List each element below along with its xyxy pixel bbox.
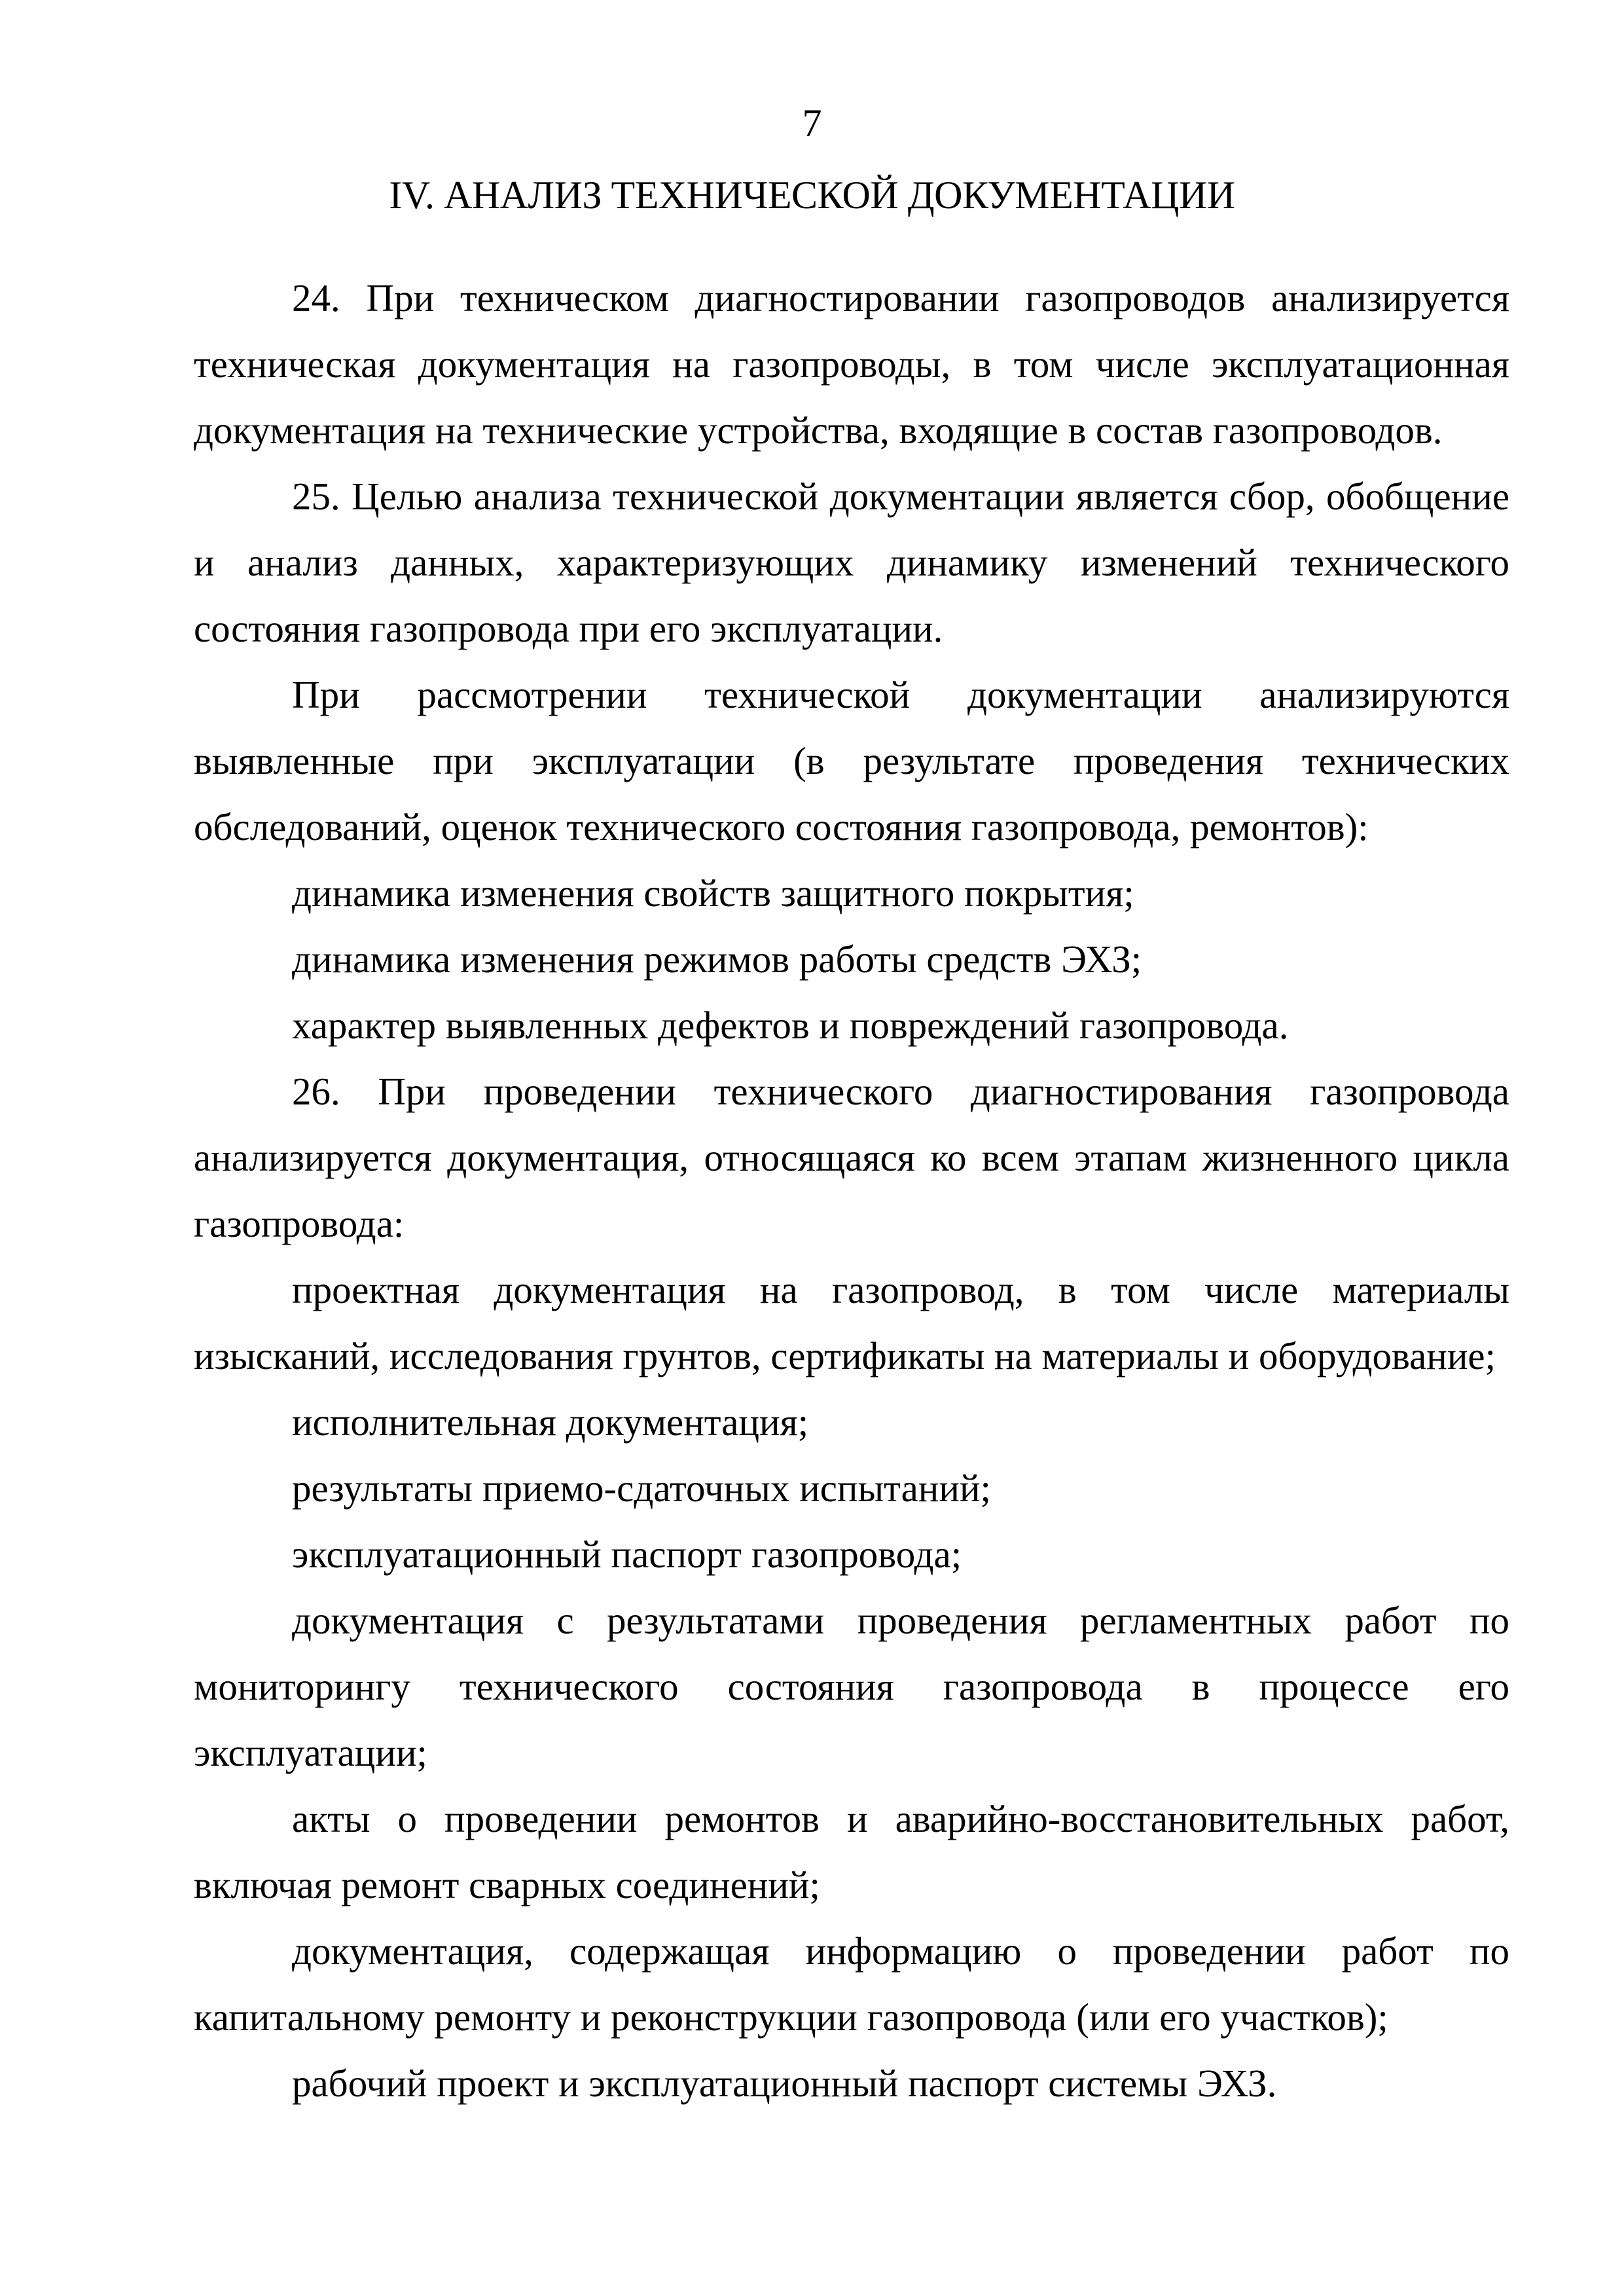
page-number: 7 — [802, 101, 822, 145]
paragraph-26: 26. При проведении технического диагностирования газопровода анализируется документация, относящаяся ко всем этапам жизненного цикла газопровода: — [194, 1070, 1509, 1245]
list-item: характер выявленных дефектов и повреждений газопровода. — [292, 1004, 1289, 1047]
document-body — [194, 265, 1509, 2117]
list-item: рабочий проект и эксплуатационный паспорт системы ЭХЗ. — [292, 2062, 1277, 2105]
list-item: динамика изменения режимов работы средств ЭХЗ; — [292, 938, 1142, 981]
paragraph-24: 24. При техническом диагностировании газопроводов анализируется техническая документация на газопроводы, в том числе эксплуатационная документация на технические устройства, входящие в состав газопроводов. — [194, 276, 1509, 452]
list-item: результаты приемо-сдаточных испытаний; — [292, 1467, 991, 1510]
list-item: документация с результатами проведения регламентных работ по мониторингу технического состояния газопровода в процессе его эксплуатации; — [194, 1599, 1509, 1774]
list-item: эксплуатационный паспорт газопровода; — [292, 1533, 962, 1576]
paragraph-analysis-intro: При рассмотрении технической документации анализируются выявленные при эксплуатации (в результате проведения технических обследований, оценок технического состояния газопровода, ремонтов): — [194, 673, 1509, 848]
list-item: проектная документация на газопровод, в том числе материалы изысканий, исследования грунтов, сертификаты на материалы и оборудование; — [194, 1268, 1509, 1377]
paragraph-25: 25. Целью анализа технической документации является сбор, обобщение и анализ данных, характеризующих динамику изменений технического состояния газопровода при его эксплуатации. — [194, 475, 1509, 650]
section-title: IV. АНАЛИЗ ТЕХНИЧЕСКОЙ ДОКУМЕНТАЦИИ — [389, 173, 1235, 217]
list-item: динамика изменения свойств защитного покрытия; — [292, 871, 1134, 915]
list-item: исполнительная документация; — [292, 1400, 809, 1444]
list-item: документация, содержащая информацию о проведении работ по капитальному ремонту и реконструкции газопровода (или его участков); — [194, 1929, 1509, 2039]
list-item: акты о проведении ремонтов и аварийно-восстановительных работ, включая ремонт сварных соединений; — [194, 1797, 1509, 1906]
